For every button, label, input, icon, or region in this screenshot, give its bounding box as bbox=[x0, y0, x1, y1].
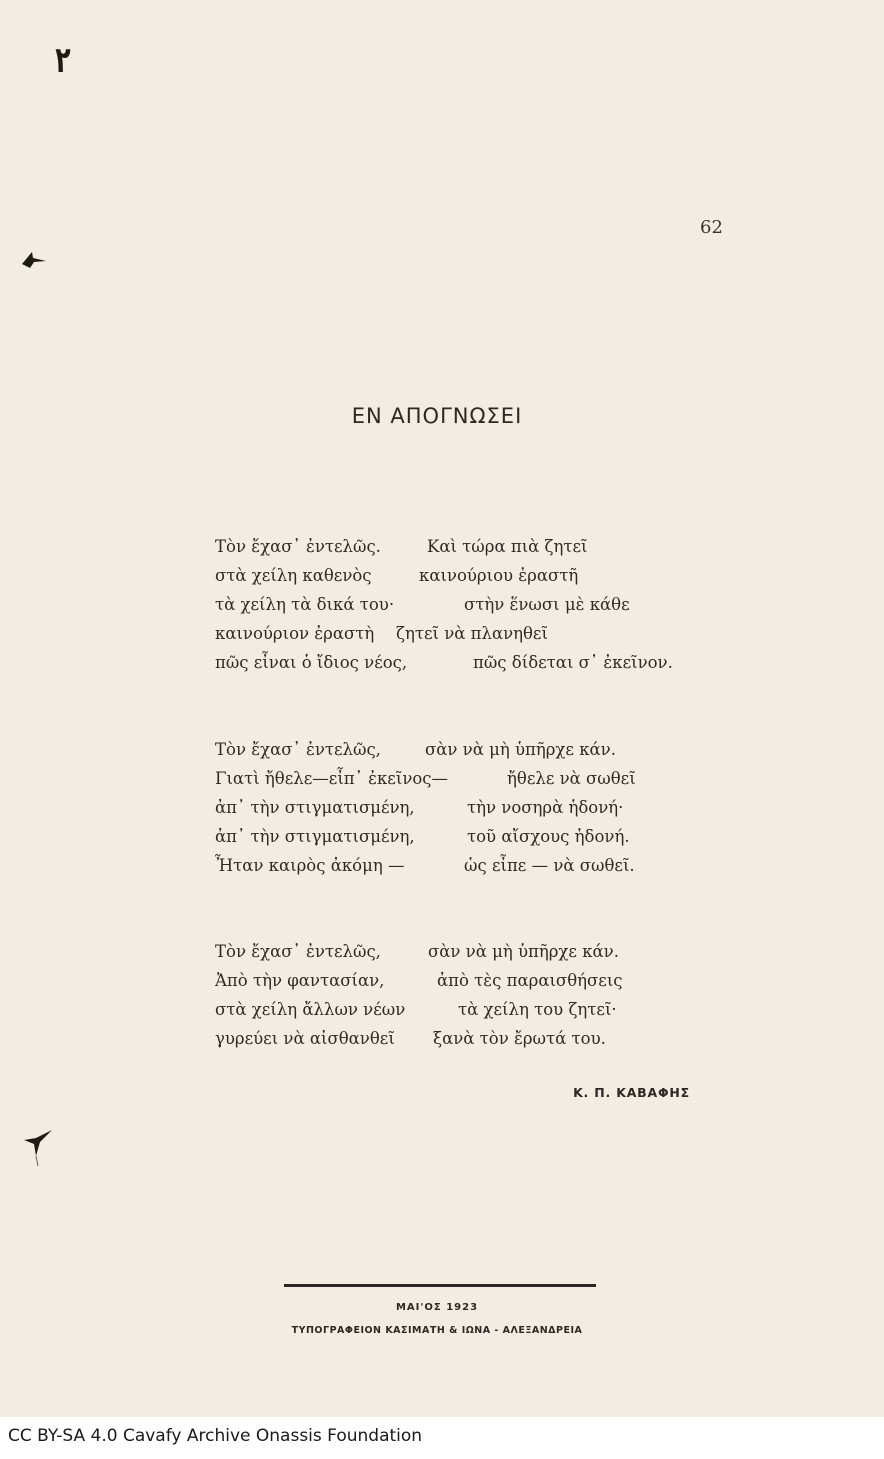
verse-right: καινούριου ἐραστῆ bbox=[419, 566, 579, 585]
verse-left: καινούριον ἐραστὴ bbox=[215, 624, 375, 643]
verse-left: Ἀπὸ τὴν φαντασίαν, bbox=[215, 971, 385, 990]
ink-flourish-icon bbox=[22, 1128, 54, 1168]
verse-right: τοῦ αἴσχους ἡδονή. bbox=[467, 827, 630, 846]
verse-right: σὰν νὰ μὴ ὑπῆρχε κάν. bbox=[425, 740, 616, 759]
verse-left: στὰ χείλη ἄλλων νέων bbox=[215, 1000, 406, 1019]
verse-left: τὰ χείλη τὰ δικά του· bbox=[215, 595, 395, 614]
publication-date: ΜΑΙ'ΟΣ 1923 bbox=[395, 1302, 479, 1313]
verse-right: σὰν νὰ μὴ ὑπῆρχε κάν. bbox=[428, 942, 619, 961]
verse-right: πῶς δίδεται σ᾽ ἐκεῖνον. bbox=[473, 653, 673, 672]
verse-left: πῶς εἶναι ὁ ἴδιος νέος, bbox=[215, 653, 408, 672]
verse-right: ζητεῖ νὰ πλανηθεῖ bbox=[396, 624, 548, 643]
handwritten-mark: ۲ bbox=[55, 40, 71, 81]
license-credit: CC BY-SA 4.0 Cavafy Archive Onassis Foundation bbox=[8, 1426, 423, 1446]
verse-left: Γιατὶ ἤθελε—εἶπ᾽ ἐκεῖνος— bbox=[215, 769, 449, 788]
author-signature: Κ. Π. ΚΑΒΑΦΗΣ bbox=[573, 1085, 690, 1100]
verse-right: ὡς εἶπε — νὰ σωθεῖ. bbox=[464, 856, 635, 875]
verse-left: Τὸν ἔχασ᾽ ἐντελῶς, bbox=[215, 740, 381, 759]
verse-right: στὴν ἕνωσι μὲ κάθε bbox=[464, 595, 630, 614]
verse-left: ἀπ᾽ τὴν στιγματισμένη, bbox=[215, 798, 415, 817]
verse-right: ἀπὸ τὲς παραισθήσεις bbox=[437, 971, 623, 990]
verse-right: τὴν νοσηρὰ ἡδονή· bbox=[467, 798, 624, 817]
verse-right: Καὶ τώρα πιὰ ζητεῖ bbox=[427, 537, 588, 556]
verse-left: γυρεύει νὰ αἰσθανθεῖ bbox=[215, 1029, 395, 1048]
ink-flourish-icon bbox=[20, 248, 48, 270]
verse-left: Τὸν ἔχασ᾽ ἐντελῶς. bbox=[215, 537, 381, 556]
page-number: 62 bbox=[700, 217, 723, 238]
verse-left: Τὸν ἔχασ᾽ ἐντελῶς, bbox=[215, 942, 381, 961]
poem-title: ΕΝ ΑΠΟΓΝΩΣΕΙ bbox=[351, 404, 523, 428]
verse-right: ξανὰ τὸν ἔρωτά του. bbox=[433, 1029, 606, 1048]
printer-imprint: ΤΥΠΟΓΡΑΦΕΙΟΝ ΚΑΣΙΜΑΤΗ & ΙΩΝΑ - ΑΛΕΞΑΝΔΡΕΙΑ bbox=[291, 1325, 583, 1336]
verse-left: Ἦταν καιρὸς ἀκόμη — bbox=[215, 856, 405, 875]
verse-left: στὰ χείλη καθενὸς bbox=[215, 566, 372, 585]
divider bbox=[284, 1284, 596, 1287]
verse-left: ἀπ᾽ τὴν στιγματισμένη, bbox=[215, 827, 415, 846]
verse-right: ἤθελε νὰ σωθεῖ bbox=[507, 769, 636, 788]
verse-right: τὰ χείλη του ζητεῖ· bbox=[458, 1000, 617, 1019]
